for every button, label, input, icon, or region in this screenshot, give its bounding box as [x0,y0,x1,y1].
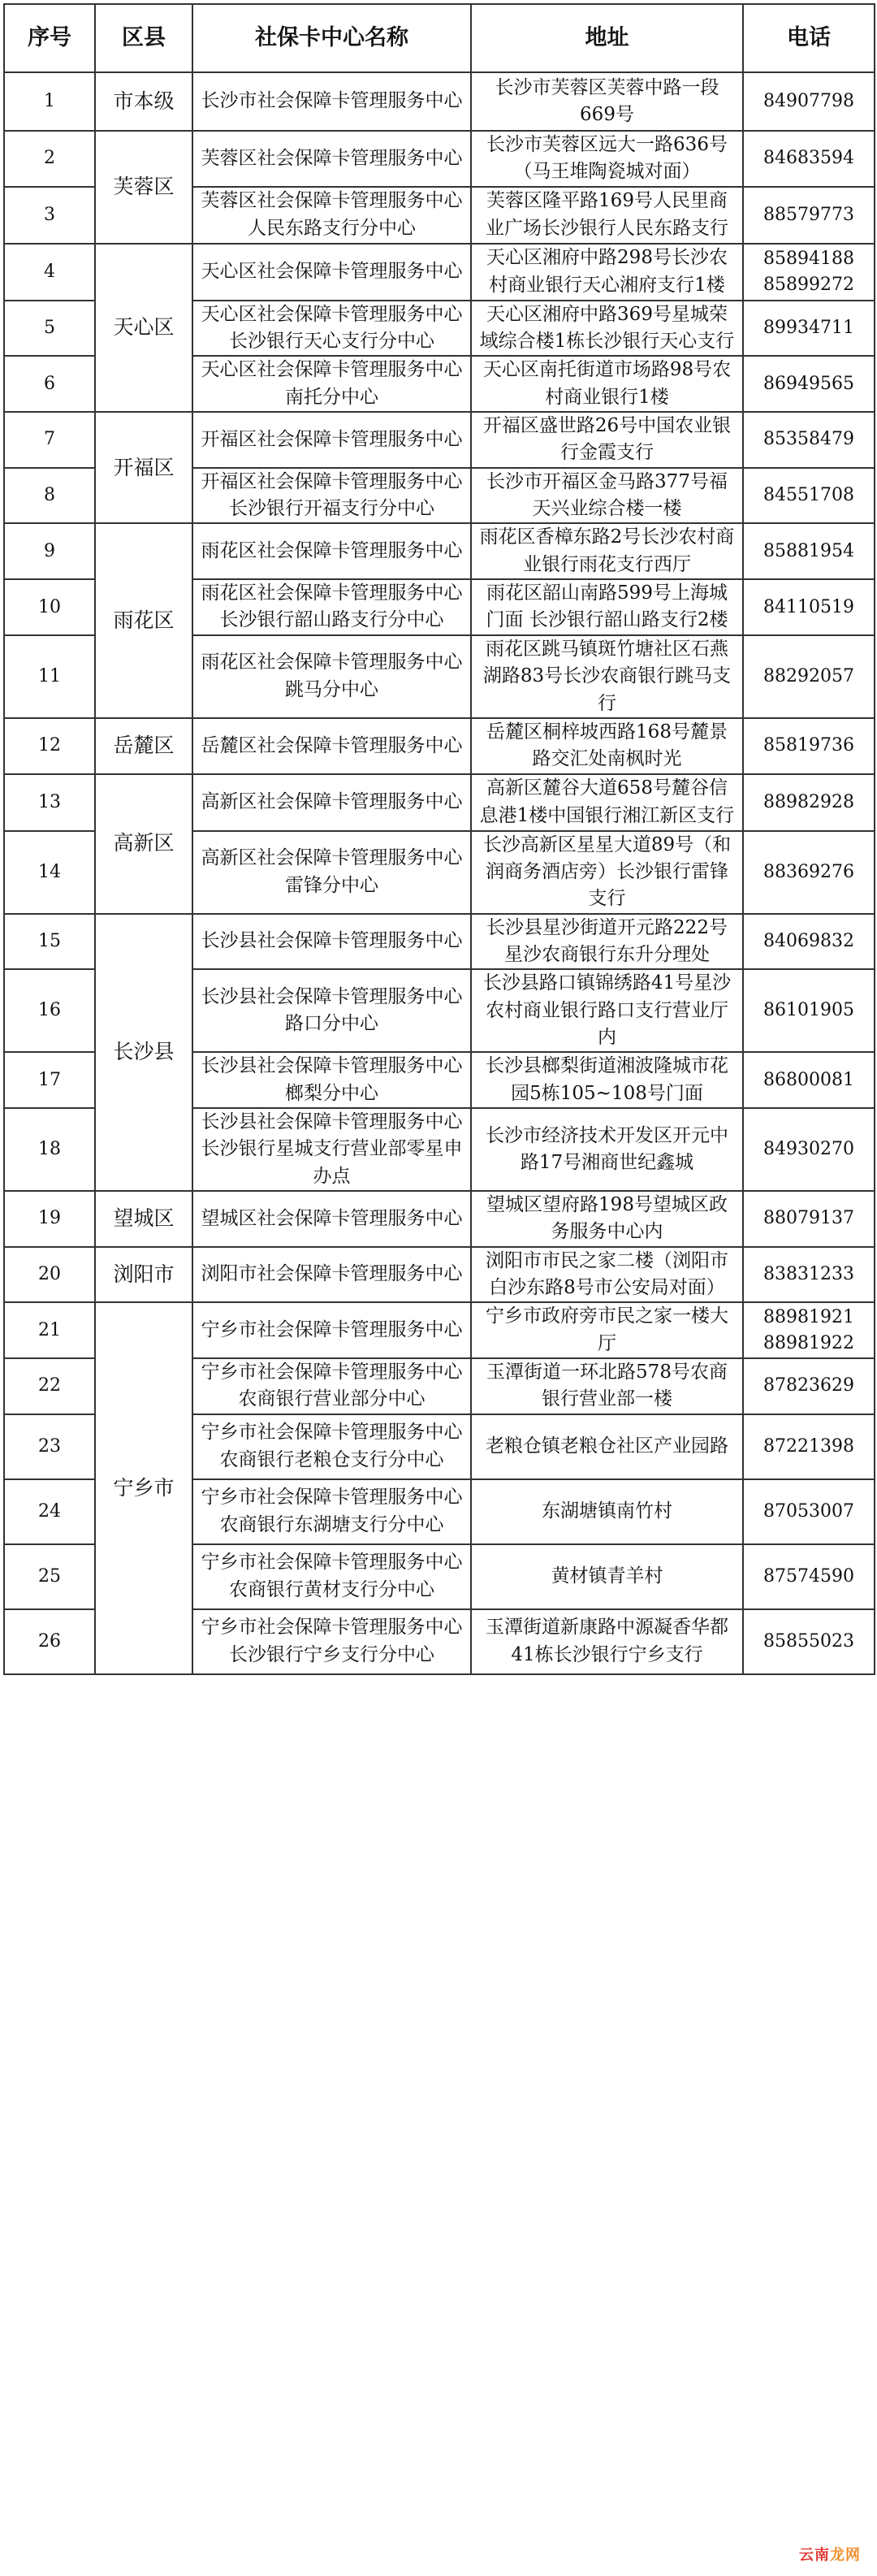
row-address: 长沙市经济技术开发区开元中路17号湘商世纪鑫城 [471,1108,743,1191]
row-index: 16 [4,969,95,1052]
header-address: 地址 [471,4,743,72]
row-phone [743,718,875,774]
phone-number: 88579773 [763,204,854,225]
row-index: 12 [4,718,95,774]
table-row [4,1191,875,1247]
row-center-name: 望城区社会保障卡管理服务中心 [192,1191,471,1247]
row-phone [743,412,875,468]
row-index: 9 [4,523,95,579]
row-address: 天心区湘府中路369号星城荣域综合楼1栋长沙银行天心支行 [471,301,743,357]
row-center-name: 浏阳市社会保障卡管理服务中心 [192,1247,471,1303]
table-row [4,244,875,301]
table-row [4,1302,875,1358]
phone-number: 86800081 [763,1069,854,1090]
row-center-name: 芙蓉区社会保障卡管理服务中心人民东路支行分中心 [192,187,471,244]
phone-number: 88292057 [763,665,854,686]
row-index: 24 [4,1479,95,1544]
row-district: 浏阳市 [95,1247,192,1303]
row-district: 长沙县 [95,914,192,1191]
row-district: 岳麓区 [95,718,192,774]
row-center-name: 宁乡市社会保障卡管理服务中心农商银行营业部分中心 [192,1358,471,1414]
phone-number: 84907798 [763,91,854,112]
row-address: 雨花区韶山南路599号上海城门面 长沙银行韶山路支行2楼 [471,579,743,635]
table-row [4,914,875,970]
phone-number: 88982928 [763,791,854,812]
row-phone [743,1108,875,1191]
phone-number: 88981921 [763,1306,854,1327]
row-center-name: 长沙县社会保障卡管理服务中心榔梨分中心 [192,1052,471,1108]
header-phone: 电话 [743,4,875,72]
row-address: 东湖塘镇南竹村 [471,1479,743,1544]
watermark-text-1: 云南 [799,2547,830,2564]
phone-number: 88981922 [763,1332,854,1353]
phone-number: 85358479 [763,429,854,450]
phone-number: 86949565 [763,373,854,394]
row-index: 1 [4,72,95,131]
row-center-name: 高新区社会保障卡管理服务中心 [192,774,471,831]
row-address: 开福区盛世路26号中国农业银行金霞支行 [471,412,743,468]
row-index: 25 [4,1544,95,1609]
phone-number: 85881954 [763,540,854,561]
row-address: 高新区麓谷大道658号麓谷信息港1楼中国银行湘江新区支行 [471,774,743,831]
row-phone [743,1052,875,1108]
phone-number: 85894188 [763,248,854,269]
row-index: 7 [4,412,95,468]
row-index: 5 [4,301,95,357]
row-index: 4 [4,244,95,301]
row-index: 2 [4,131,95,187]
row-phone [743,468,875,524]
phone-number: 87221398 [763,1435,854,1457]
row-center-name: 宁乡市社会保障卡管理服务中心农商银行老粮仓支行分中心 [192,1414,471,1479]
phone-number: 87574590 [763,1565,854,1587]
phone-number: 87823629 [763,1375,854,1396]
row-address: 岳麓区桐梓坡西路168号麓景路交汇处南枫时光 [471,718,743,774]
row-center-name: 长沙县社会保障卡管理服务中心路口分中心 [192,969,471,1052]
row-center-name: 开福区社会保障卡管理服务中心 [192,412,471,468]
row-phone [743,635,875,718]
row-phone [743,1609,875,1674]
row-address: 长沙市芙蓉区芙蓉中路一段669号 [471,72,743,131]
row-address: 芙蓉区隆平路169号人民里商业广场长沙银行人民东路支行 [471,187,743,244]
row-address: 浏阳市市民之家二楼（浏阳市白沙东路8号市公安局对面） [471,1247,743,1303]
row-address: 长沙县榔梨街道湘波隆城市花园5栋105~108号门面 [471,1052,743,1108]
row-center-name: 雨花区社会保障卡管理服务中心跳马分中心 [192,635,471,718]
row-center-name: 长沙市社会保障卡管理服务中心 [192,72,471,131]
row-address: 雨花区香樟东路2号长沙农村商业银行雨花支行西厅 [471,523,743,579]
row-center-name: 岳麓区社会保障卡管理服务中心 [192,718,471,774]
row-phone [743,1247,875,1303]
phone-number: 83831233 [763,1264,854,1285]
phone-number: 84110519 [763,596,854,617]
row-address: 长沙县路口镇锦绣路41号星沙农村商业银行路口支行营业厅内 [471,969,743,1052]
row-index: 17 [4,1052,95,1108]
row-center-name: 开福区社会保障卡管理服务中心长沙银行开福支行分中心 [192,468,471,524]
row-index: 19 [4,1191,95,1247]
row-address: 长沙县星沙街道开元路222号星沙农商银行东升分理处 [471,914,743,970]
row-index: 21 [4,1302,95,1358]
row-district: 望城区 [95,1191,192,1247]
row-center-name: 宁乡市社会保障卡管理服务中心 [192,1302,471,1358]
row-phone [743,72,875,131]
phone-number: 87053007 [763,1500,854,1522]
phone-number: 89934711 [763,318,854,339]
table-row [4,718,875,774]
row-phone [743,969,875,1052]
table-row [4,523,875,579]
table-body [4,72,875,1674]
row-district: 市本级 [95,72,192,131]
row-address: 玉潭街道一环北路578号农商银行营业部一楼 [471,1358,743,1414]
row-index: 10 [4,579,95,635]
row-address: 老粮仓镇老粮仓社区产业园路 [471,1414,743,1479]
row-center-name: 天心区社会保障卡管理服务中心南托分中心 [192,356,471,412]
row-phone [743,1479,875,1544]
row-index: 3 [4,187,95,244]
row-center-name: 雨花区社会保障卡管理服务中心 [192,523,471,579]
row-phone [743,914,875,970]
row-address: 玉潭街道新康路中源凝香华都41栋长沙银行宁乡支行 [471,1609,743,1674]
row-address: 长沙市芙蓉区远大一路636号（马王堆陶瓷城对面） [471,131,743,187]
row-index: 8 [4,468,95,524]
row-index: 11 [4,635,95,718]
row-phone [743,1544,875,1609]
row-district: 芙蓉区 [95,131,192,244]
row-address: 雨花区跳马镇斑竹塘社区石燕湖路83号长沙农商银行跳马支行 [471,635,743,718]
row-address: 宁乡市政府旁市民之家一楼大厅 [471,1302,743,1358]
row-center-name: 芙蓉区社会保障卡管理服务中心 [192,131,471,187]
watermark-text-2: 龙网 [830,2547,861,2564]
phone-number: 85855023 [763,1630,854,1652]
row-address: 望城区望府路198号望城区政务服务中心内 [471,1191,743,1247]
table-row [4,72,875,131]
row-phone [743,187,875,244]
table-row [4,774,875,831]
row-address: 长沙市开福区金马路377号福天兴业综合楼一楼 [471,468,743,524]
table-row [4,1247,875,1303]
row-center-name: 宁乡市社会保障卡管理服务中心农商银行黄材支行分中心 [192,1544,471,1609]
row-address: 天心区南托街道市场路98号农村商业银行1楼 [471,356,743,412]
row-district: 高新区 [95,774,192,914]
row-phone [743,579,875,635]
row-district: 雨花区 [95,523,192,717]
row-phone [743,356,875,412]
row-center-name: 天心区社会保障卡管理服务中心长沙银行天心支行分中心 [192,301,471,357]
phone-number: 84551708 [763,485,854,506]
row-index: 15 [4,914,95,970]
row-index: 20 [4,1247,95,1303]
phone-number: 84069832 [763,930,854,951]
row-center-name: 雨花区社会保障卡管理服务中心长沙银行韶山路支行分中心 [192,579,471,635]
row-address: 长沙高新区星星大道89号（和润商务酒店旁）长沙银行雷锋支行 [471,831,743,914]
row-index: 18 [4,1108,95,1191]
phone-number: 84930270 [763,1139,854,1160]
row-phone [743,831,875,914]
row-phone [743,244,875,301]
row-phone [743,1191,875,1247]
row-phone [743,774,875,831]
row-center-name: 天心区社会保障卡管理服务中心 [192,244,471,301]
table-row [4,131,875,187]
table-row [4,412,875,468]
row-index: 14 [4,831,95,914]
phone-number: 86101905 [763,1000,854,1021]
row-center-name: 高新区社会保障卡管理服务中心雷锋分中心 [192,831,471,914]
phone-number: 88079137 [763,1208,854,1229]
header-row [4,4,875,72]
phone-number: 84683594 [763,148,854,169]
watermark-logo [793,2542,867,2566]
header-center-name: 社保卡中心名称 [192,4,471,72]
row-district: 天心区 [95,244,192,412]
row-address: 天心区湘府中路298号长沙农村商业银行天心湘府支行1楼 [471,244,743,301]
header-district: 区县 [95,4,192,72]
row-district: 宁乡市 [95,1302,192,1673]
row-index: 26 [4,1609,95,1674]
row-phone [743,1414,875,1479]
phone-number: 85899272 [763,274,854,295]
service-center-table [3,3,875,1675]
phone-number: 85819736 [763,735,854,756]
header-index: 序号 [4,4,95,72]
row-index: 23 [4,1414,95,1479]
phone-number: 88369276 [763,861,854,882]
row-phone [743,1358,875,1414]
row-district: 开福区 [95,412,192,523]
row-center-name: 宁乡市社会保障卡管理服务中心长沙银行宁乡支行分中心 [192,1609,471,1674]
row-center-name: 宁乡市社会保障卡管理服务中心农商银行东湖塘支行分中心 [192,1479,471,1544]
row-phone [743,131,875,187]
row-phone [743,523,875,579]
row-index: 13 [4,774,95,831]
row-phone [743,1302,875,1358]
row-index: 6 [4,356,95,412]
row-center-name: 长沙县社会保障卡管理服务中心 [192,914,471,970]
row-index: 22 [4,1358,95,1414]
row-phone [743,301,875,357]
row-center-name: 长沙县社会保障卡管理服务中心长沙银行星城支行营业部零星申办点 [192,1108,471,1191]
row-address: 黄材镇青羊村 [471,1544,743,1609]
